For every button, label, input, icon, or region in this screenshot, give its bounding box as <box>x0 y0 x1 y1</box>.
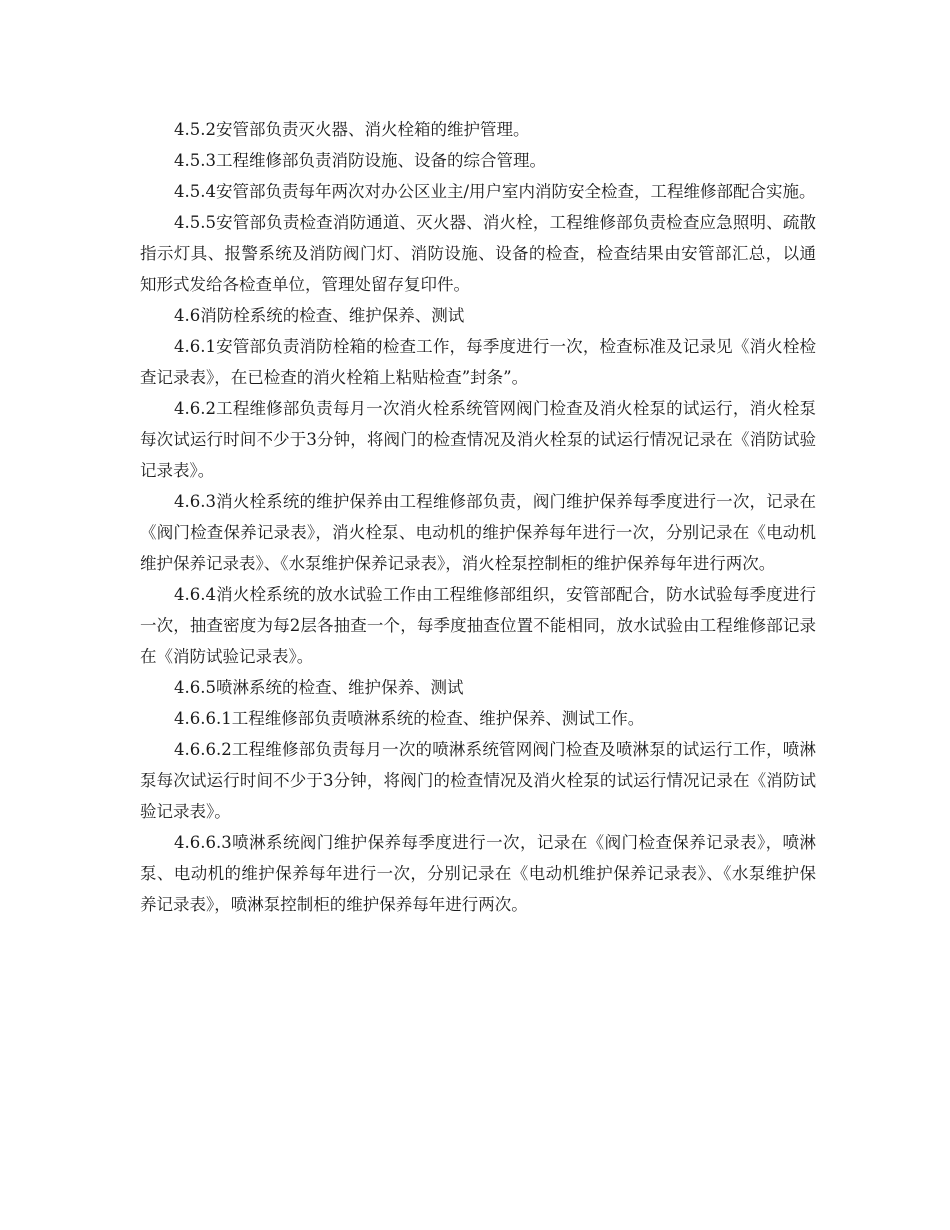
paragraph-4-6-1: 4.6.1安管部负责消防栓箱的检查工作，每季度进行一次，检查标准及记录见《消火栓检查记录表》，在已检查的消火栓箱上粘贴检查”封条”。 <box>140 337 816 387</box>
section-heading-4-6-5: 4.6.5喷淋系统的检查、维护保养、测试 <box>174 678 464 697</box>
paragraph-4-5-5: 4.5.5安管部负责检查消防通道、灭火器、消火栓，工程维修部负责检查应急照明、疏散指示灯具、报警系统及消防阀门灯、消防设施、设备的检查，检查结果由安管部汇总，以通知形式发给各检查单位，管理处留存复印件。 <box>140 213 816 294</box>
paragraph-4-6-6-1: 4.6.6.1工程维修部负责喷淋系统的检查、维护保养、测试工作。 <box>174 709 645 728</box>
paragraph-4-5-3: 4.5.3工程维修部负责消防设施、设备的综合管理。 <box>174 151 546 170</box>
paragraph-4-5-2: 4.5.2安管部负责灭火器、消火栓箱的维护管理。 <box>174 120 530 139</box>
section-heading-4-6: 4.6消防栓系统的检查、维护保养、测试 <box>174 306 465 325</box>
paragraph-4-5-4: 4.5.4安管部负责每年两次对办公区业主/用户室内消防安全检查，工程维修部配合实施。 <box>174 182 816 201</box>
document-body <box>140 114 816 920</box>
paragraph-4-6-4: 4.6.4消火栓系统的放水试验工作由工程维修部组织，安管部配合，防水试验每季度进行一次，抽查密度为每2层各抽查一个，每季度抽查位置不能相同，放水试验由工程维修部记录在《消防试验记录表》。 <box>140 585 816 666</box>
paragraph-4-6-2: 4.6.2工程维修部负责每月一次消火栓系统管网阀门检查及消火栓泵的试运行，消火栓泵每次试运行时间不少于3分钟，将阀门的检查情况及消火栓泵的试运行情况记录在《消防试验记录表》。 <box>140 399 816 480</box>
paragraph-4-6-3: 4.6.3消火栓系统的维护保养由工程维修部负责，阀门维护保养每季度进行一次，记录在《阀门检查保养记录表》，消火栓泵、电动机的维护保养每年进行一次，分别记录在《电动机维护保养记录表》、《水泵维护保养记录表》，消火栓泵控制柜的维护保养每年进行两次。 <box>140 492 816 573</box>
paragraph-4-6-6-3: 4.6.6.3喷淋系统阀门维护保养每季度进行一次，记录在《阀门检查保养记录表》，喷淋泵、电动机的维护保养每年进行一次，分别记录在《电动机维护保养记录表》、《水泵维护保养记录表》，喷淋泵控制柜的维护保养每年进行两次。 <box>140 833 816 914</box>
paragraph-4-6-6-2: 4.6.6.2工程维修部负责每月一次的喷淋系统管网阀门检查及喷淋泵的试运行工作，喷淋泵每次试运行时间不少于3分钟，将阀门的检查情况及消火栓泵的试运行情况记录在《消防试验记录表》。 <box>140 740 816 821</box>
